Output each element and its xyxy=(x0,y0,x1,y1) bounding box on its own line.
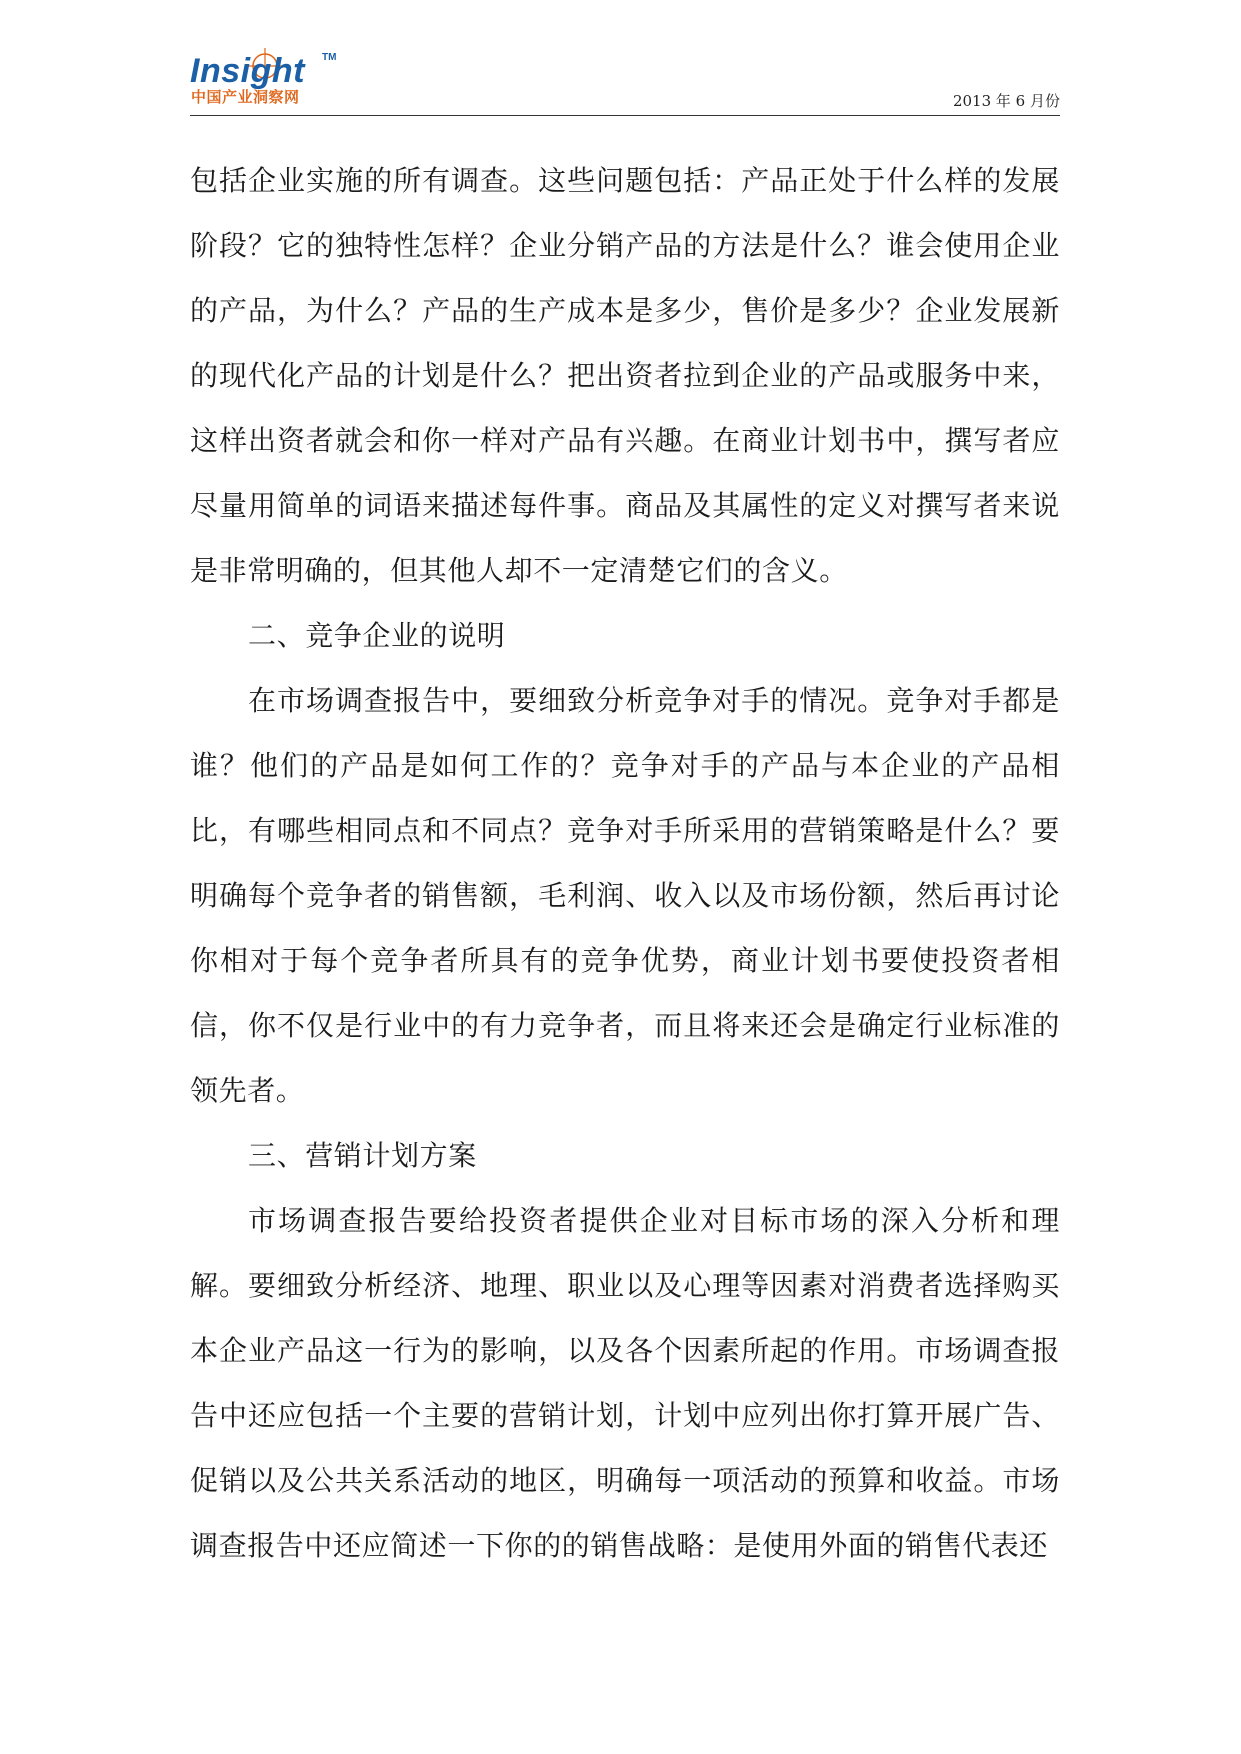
paragraph-product-description: 包括企业实施的所有调查。这些问题包括：产品正处于什么样的发展阶段？它的独特性怎样？企业分销产品的方法是什么？谁会使用企业的产品，为什么？产品的生产成本是多少，售价是多少？企业发展新的现代化产品的计划是什么？把出资者拉到企业的产品或服务中来，这样出资者就会和你一样对产品有兴趣。在商业计划书中，撰写者应尽量用简单的词语来描述每件事。商品及其属性的定义对撰写者来说是非常明确的，但其他人却不一定清楚它们的含义。 xyxy=(190,164,1060,587)
document-body xyxy=(190,148,1060,1578)
page-header xyxy=(190,40,1060,118)
logo-trademark: TM xyxy=(322,52,337,63)
logo-wordmark: Insight xyxy=(190,52,305,90)
section-heading-marketing-plan: 三、营销计划方案 xyxy=(248,1139,477,1172)
header-date: 2013 年 6 月份 xyxy=(952,92,1060,110)
paragraph-marketing-plan: 市场调查报告要给投资者提供企业对目标市场的深入分析和理解。要细致分析经济、地理、职业以及心理等因素对消费者选择购买本企业产品这一行为的影响，以及各个因素所起的作用。市场调查报告中还应包括一个主要的营销计划，计划中应列出你打算开展广告、促销以及公共关系活动的地区，明确每一项活动的预算和收益。市场调查报告中还应简述一下你的的销售战略：是使用外面的销售代表还 xyxy=(190,1204,1060,1562)
logo-subtitle: 中国产业洞察网 xyxy=(191,88,300,106)
header-divider xyxy=(190,115,1060,116)
section-heading-competitors: 二、竞争企业的说明 xyxy=(248,619,506,652)
insight-logo xyxy=(190,52,390,114)
paragraph-competitors: 在市场调查报告中，要细致分析竞争对手的情况。竞争对手都是谁？他们的产品是如何工作的？竞争对手的产品与本企业的产品相比，有哪些相同点和不同点？竞争对手所采用的营销策略是什么？要明确每个竞争者的销售额，毛利润、收入以及市场份额，然后再讨论你相对于每个竞争者所具有的竞争优势，商业计划书要使投资者相信，你不仅是行业中的有力竞争者，而且将来还会是确定行业标准的领先者。 xyxy=(190,684,1060,1107)
